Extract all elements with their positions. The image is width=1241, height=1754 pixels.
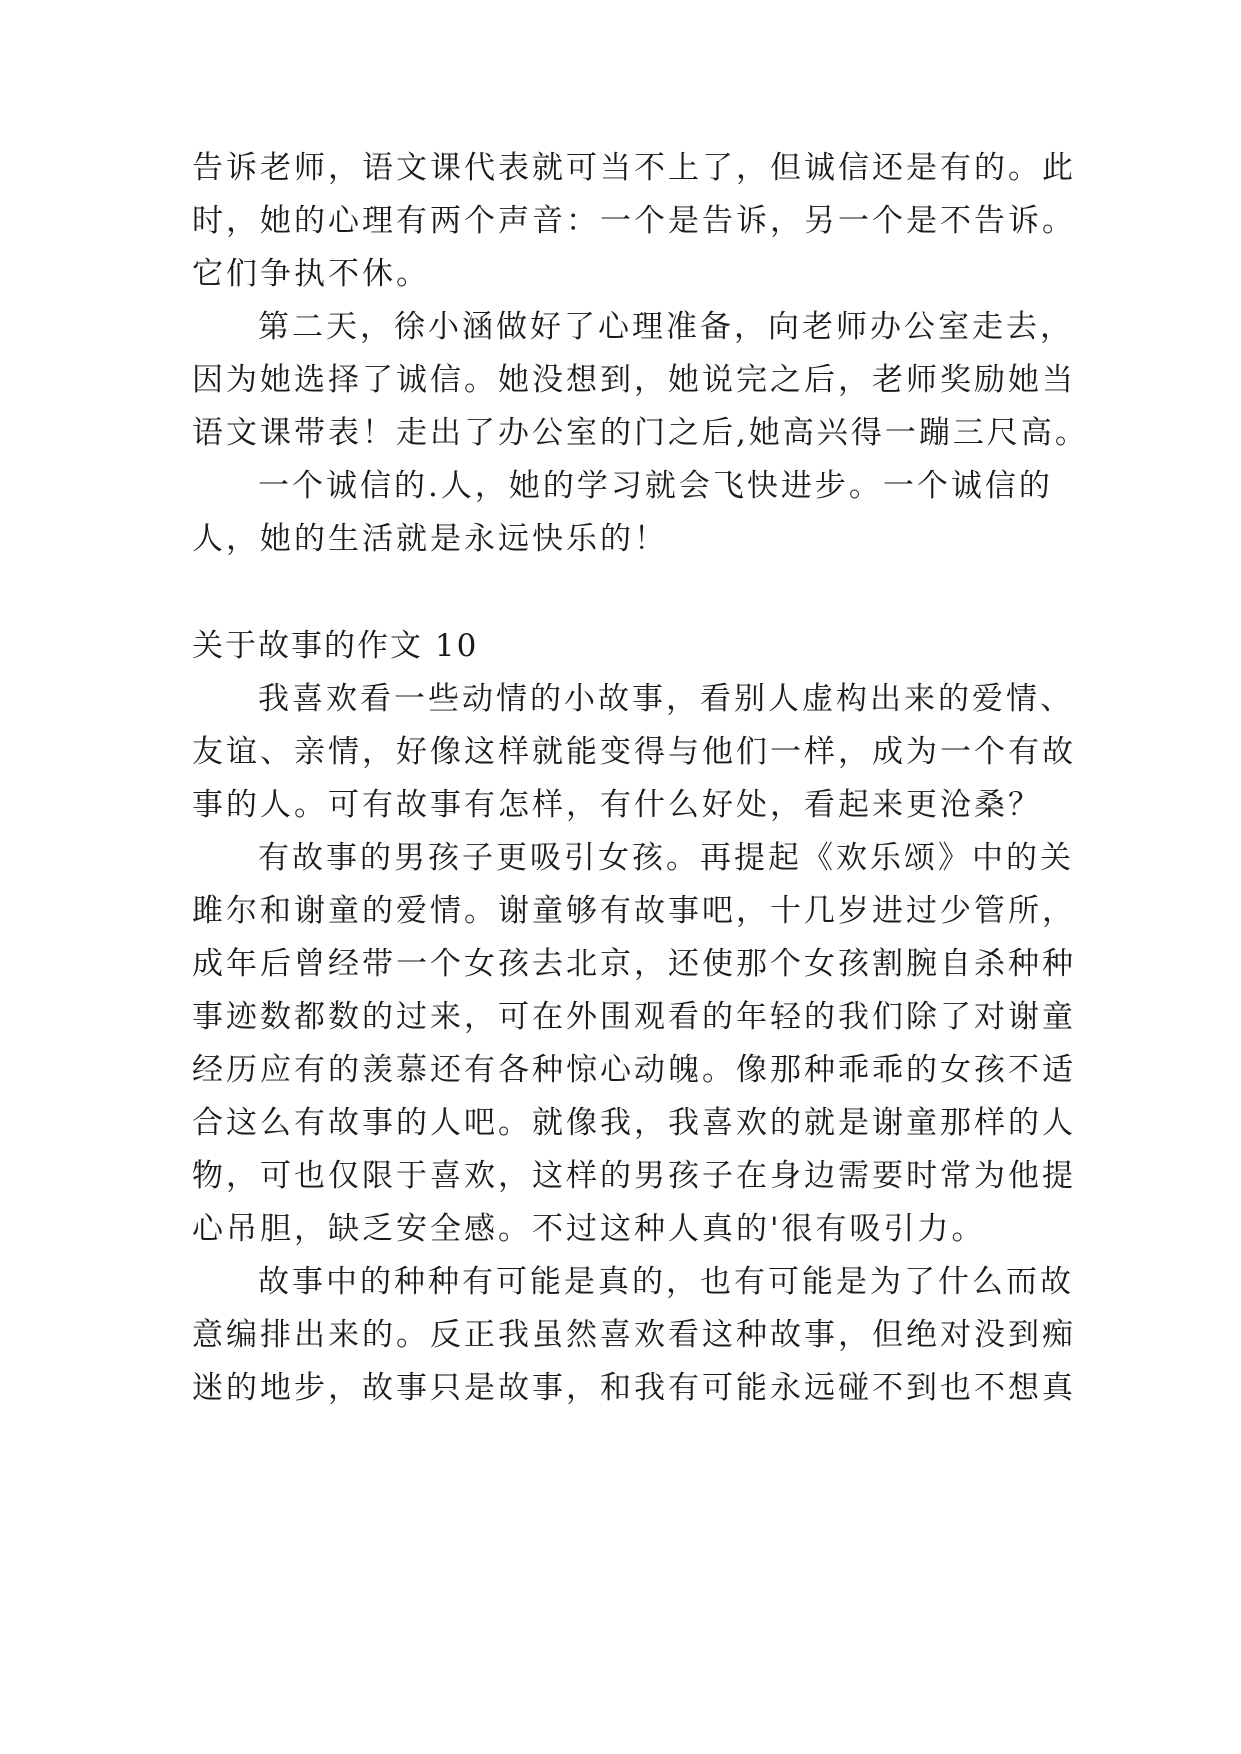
text-line: 故事中的种种有可能是真的，也有可能是为了什么而故: [258, 1264, 1074, 1300]
text-line: 人，她的生活就是永远快乐的！: [192, 521, 668, 557]
text-line: 第二天，徐小涵做好了心理准备，向老师办公室走去，: [258, 309, 1074, 345]
text-line: 意编排出来的。反正我虽然喜欢看这种故事，但绝对没到痴: [192, 1317, 1076, 1353]
text-line: 迷的地步，故事只是故事，和我有可能永远碰不到也不想真: [192, 1370, 1076, 1406]
text-line: 我喜欢看一些动情的小故事，看别人虚构出来的爱情、: [258, 681, 1074, 717]
text-line: 合这么有故事的人吧。就像我，我喜欢的就是谢童那样的人: [192, 1105, 1076, 1141]
text-line: 语文课带表！走出了办公室的门之后,她高兴得一蹦三尺高。: [192, 415, 1089, 451]
text-line: 因为她选择了诚信。她没想到，她说完之后，老师奖励她当: [192, 362, 1076, 398]
section-heading: 关于故事的作文 10: [192, 628, 479, 664]
text-line: 友谊、亲情，好像这样就能变得与他们一样，成为一个有故: [192, 734, 1076, 770]
text-line: 时，她的心理有两个声音：一个是告诉，另一个是不告诉。: [192, 203, 1076, 239]
text-line: 告诉老师，语文课代表就可当不上了，但诚信还是有的。此: [192, 150, 1076, 186]
text-line: 心吊胆，缺乏安全感。不过这种人真的'很有吸引力。: [192, 1211, 986, 1247]
text-line: 物，可也仅限于喜欢，这样的男孩子在身边需要时常为他提: [192, 1158, 1076, 1194]
text-line: 它们争执不休。: [192, 256, 430, 292]
text-line: 事的人。可有故事有怎样，有什么好处，看起来更沧桑？: [192, 787, 1042, 823]
text-line: 事迹数都数的过来，可在外围观看的年轻的我们除了对谢童: [192, 999, 1076, 1035]
text-line: 成年后曾经带一个女孩去北京，还使那个女孩割腕自杀种种: [192, 946, 1076, 982]
text-line: 有故事的男孩子更吸引女孩。再提起《欢乐颂》中的关: [258, 840, 1074, 876]
text-line: 一个诚信的.人，她的学习就会飞快进步。一个诚信的: [258, 468, 1053, 504]
text-line: 经历应有的羡慕还有各种惊心动魄。像那种乖乖的女孩不适: [192, 1052, 1076, 1088]
text-line: 雎尔和谢童的爱情。谢童够有故事吧，十几岁进过少管所，: [192, 893, 1076, 929]
